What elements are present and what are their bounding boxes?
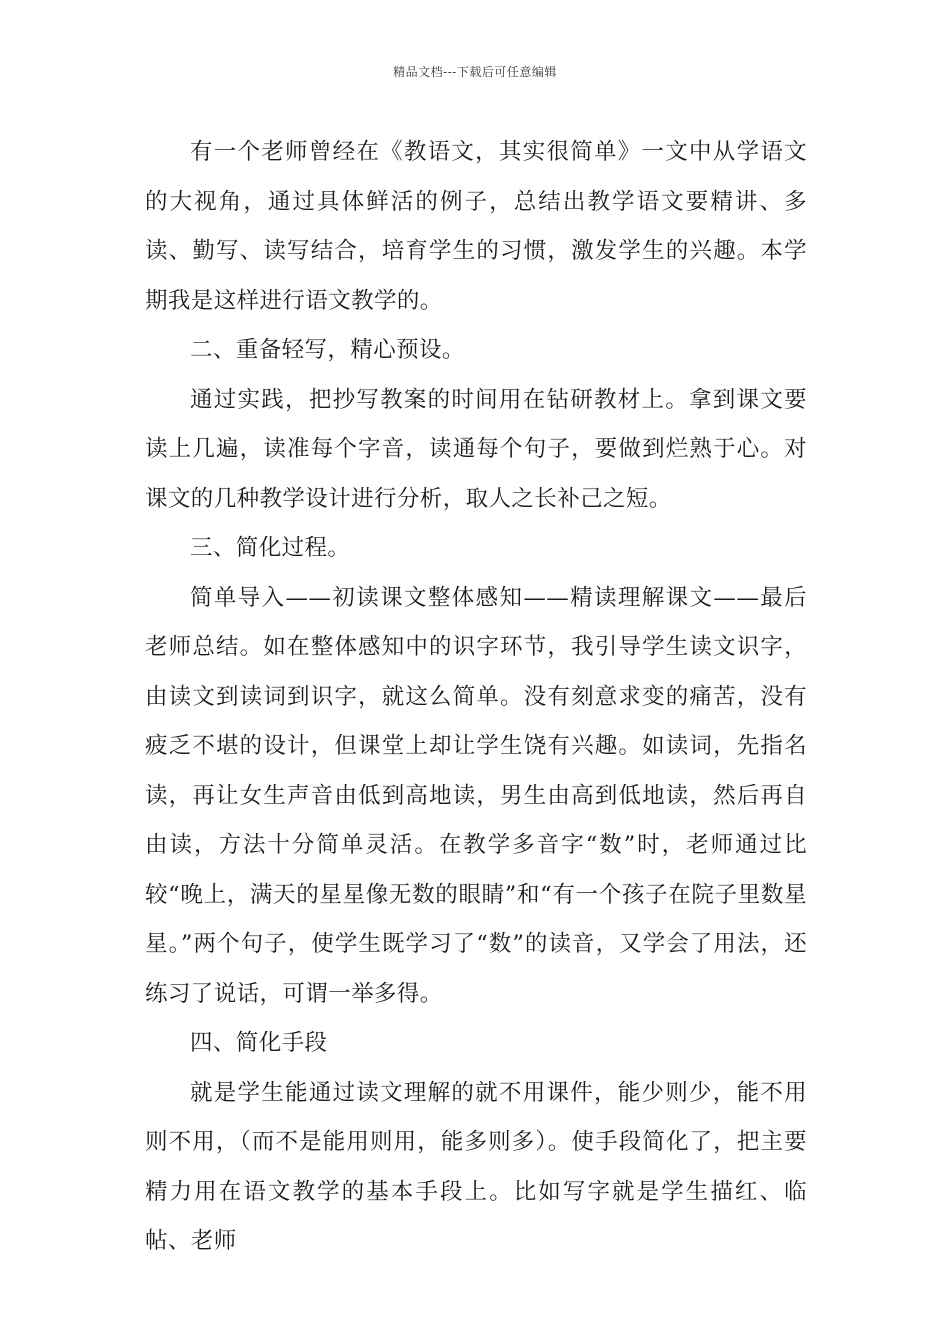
document-body bbox=[145, 128, 807, 1267]
page-header: 精品文档---下载后可任意编辑 bbox=[393, 65, 557, 79]
section-heading-3: 三、简化过程。 bbox=[190, 535, 351, 561]
paragraph-section-3: 简单导入——初读课文整体感知——精读理解课文——最后老师总结。如在整体感知中的识字环节，我引导学生读文识字，由读文到读词到识字，就这么简单。没有刻意求变的痛苦，没有疲乏不堪的设计，但课堂上却让学生饶有兴趣。如读词，先指名读，再让女生声音由低到高地读，男生由高到低地读，然后再自由读，方法十分简单灵活。在教学多音字“数”时，老师通过比较“晚上，满天的星星像无数的眼睛”和“有一个孩子在院子里数星星。”两个句子，使学生既学习了“数”的读音，又学会了用法，还练习了说话，可谓一举多得。 bbox=[145, 584, 807, 1007]
paragraph-section-4: 就是学生能通过读文理解的就不用课件，能少则少，能不用则不用，（而不是能用则用，能多则多）。使手段简化了，把主要精力用在语文教学的基本手段上。比如写字就是学生描红、临帖、老师 bbox=[145, 1079, 807, 1254]
section-heading-4: 四、简化手段 bbox=[190, 1030, 328, 1056]
section-heading-2: 二、重备轻写，精心预设。 bbox=[190, 337, 465, 363]
paragraph-intro: 有一个老师曾经在《教语文，其实很简单》一文中从学语文的大视角，通过具体鲜活的例子，总结出教学语文要精讲、多读、勤写、读写结合，培育学生的习惯，激发学生的兴趣。本学期我是这样进行语文教学的。 bbox=[145, 139, 807, 314]
paragraph-section-2: 通过实践，把抄写教案的时间用在钻研教材上。拿到课文要读上几遍，读准每个字音，读通每个句子，要做到烂熟于心。对课文的几种教学设计进行分析，取人之长补己之短。 bbox=[145, 386, 807, 512]
